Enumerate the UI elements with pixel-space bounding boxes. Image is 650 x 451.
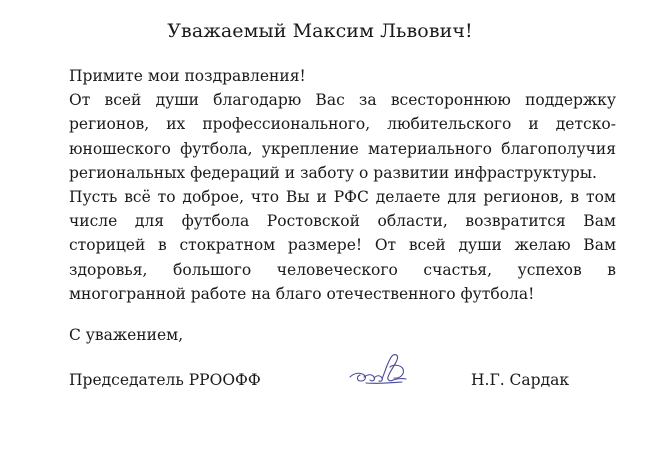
letter-closing: С уважением, <box>69 326 184 344</box>
letter-paragraph-2 <box>69 185 616 306</box>
handwritten-signature-icon <box>346 347 410 389</box>
signer-name: Н.Г. Сардак <box>471 371 570 389</box>
letter-paragraph-1 <box>69 88 616 185</box>
letter-body <box>69 64 616 306</box>
letter-opening-text: Примите мои поздравления! <box>69 67 306 85</box>
letter-greeting: Уважаемый Максим Львович! <box>167 20 473 42</box>
signer-position: Председатель РРООФФ <box>69 371 261 389</box>
letter-paragraph-2-text: Пусть всё то доброе, что Вы и РФС делаете для регионов, в том числе для футбола Ростовской области, возвратится Вам сторицей в стократном размере! От всей души желаю Вам здоровья, большого человеческого счастья, успехов в многогранной работе на благо отечественного футбола! <box>69 188 616 303</box>
letter-opening <box>69 64 616 88</box>
letter-paragraph-1-text: От всей души благодарю Вас за всестороннюю поддержку регионов, их профессионального, любительского и детско-юношеского футбола, укрепление материального благополучия региональных федераций и заботу о развитии инфраструктуры. <box>69 91 616 182</box>
